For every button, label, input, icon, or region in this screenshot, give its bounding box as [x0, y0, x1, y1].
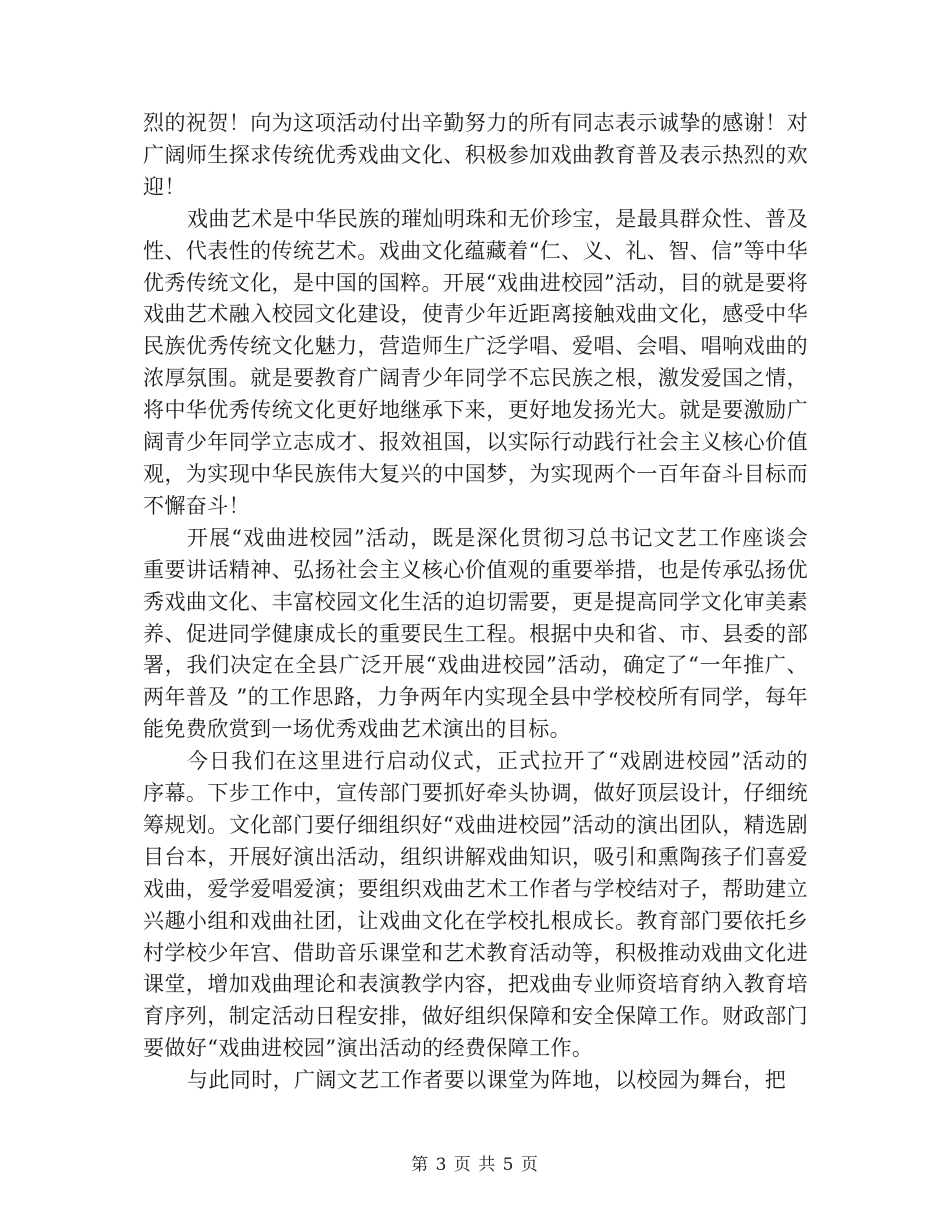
page-number-footer: 第 3 页 共 5 页: [411, 1155, 539, 1175]
paragraph-opera-art: 戏曲艺术是中华民族的璀灿明珠和无价珍宝，是最具群众性、普及性、代表性的传统艺术。戏曲文化蕴藏着“仁、义、礼、智、信”等中华优秀传统文化，是中国的国粹。开展“戏曲进校园”活动，目的就是要将戏曲艺术融入校园文化建设，使青少年近距离接触戏曲文化，感受中华民族优秀传统文化魅力，营造师生广泛学唱、爱唱、会唱、唱响戏曲的浓厚氛围。就是要教育广阔青少年同学不忘民族之根，激发爱国之情，将中华优秀传统文化更好地继承下来，更好地发扬光大。就是要激励广阔青少年同学立志成才、报效祖国，以实际行动践行社会主义核心价值观，为实现中华民族伟大复兴的中国梦，为实现两个一百年奋斗目标而不懈奋斗！: [143, 206, 808, 518]
paragraph-launch-ceremony: 今日我们在这里进行启动仪式，正式拉开了“戏剧进校园”活动的序幕。下步工作中，宣传部门要抓好牵头协调，做好顶层设计，仔细统筹规划。文化部门要仔细组织好“戏曲进校园”活动的演出团队，精选剧目台本，开展好演出活动，组织讲解戏曲知识，吸引和熏陶孩子们喜爱戏曲，爱学爱唱爱演；要组织戏曲艺术工作者与学校结对子，帮助建立兴趣小组和戏曲社团，让戏曲文化在学校扎根成长。教育部门要依托乡村学校少年宫、借助音乐课堂和艺术教育活动等，积极推动戏曲文化进课堂，增加戏曲理论和表演教学内容，把戏曲专业师资培育纳入教育培育序列，制定活动日程安排，做好组织保障和安全保障工作。财政部门要做好“戏曲进校园”演出活动的经费保障工作。: [143, 749, 808, 1061]
document-body: [143, 108, 808, 1097]
paragraph-campaign-purpose: 开展“戏曲进校园”活动，既是深化贯彻习总书记文艺工作座谈会重要讲话精神、弘扬社会主义核心价值观的重要举措，也是传承弘扬优秀戏曲文化、丰富校园文化生活的迫切需要，更是提高同学文化审美素养、促进同学健康成长的重要民生工程。根据中央和省、市、县委的部署，我们决定在全县广泛开展“戏曲进校园”活动，确定了“一年推广、两年普及 ”的工作思路，力争两年内实现全县中学校校所有同学，每年能免费欣赏到一场优秀戏曲艺术演出的目标。: [143, 525, 808, 742]
paragraph-continuation: 烈的祝贺！向为这项活动付出辛勤努力的所有同志表示诚挚的感谢！对广阔师生探求传统优秀戏曲文化、积极参加戏曲教育普及表示热烈的欢迎！: [143, 111, 808, 199]
paragraph-art-workers: 与此同时，广阔文艺工作者要以课堂为阵地，以校园为舞台，把: [187, 1068, 787, 1093]
